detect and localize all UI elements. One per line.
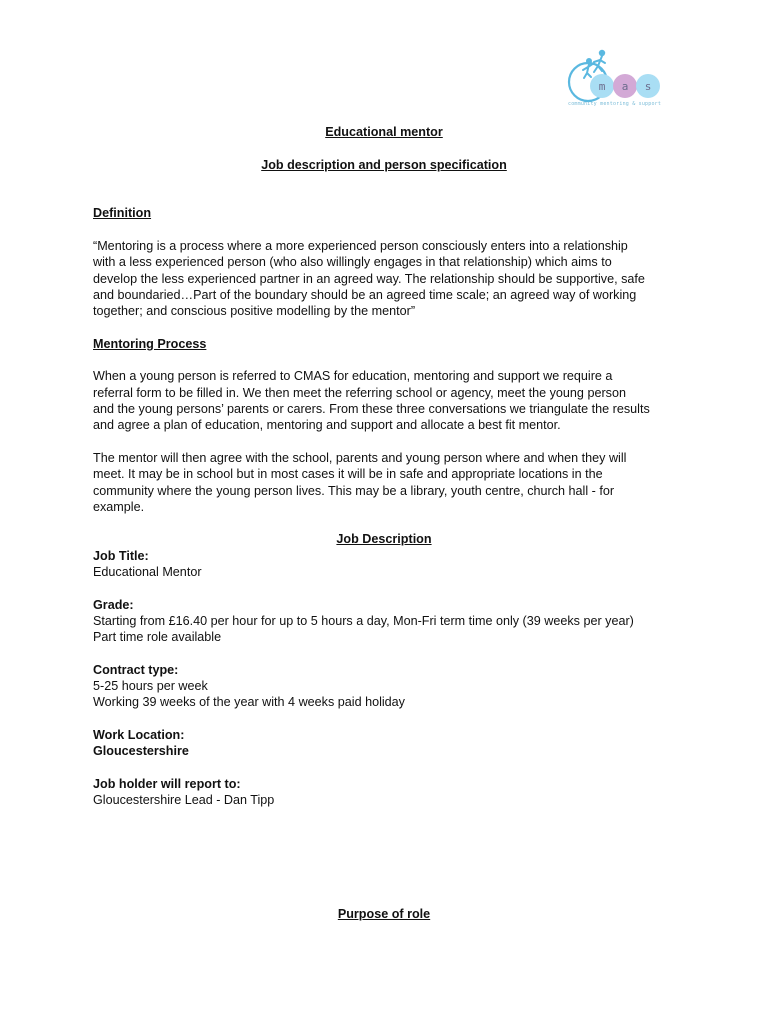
contract-line-2: Working 39 weeks of the year with 4 weeks paid holiday [93, 695, 405, 710]
work-location-label: Work Location: [93, 727, 185, 742]
report-to-label: Job holder will report to: [93, 776, 241, 791]
grade-label: Grade: [93, 597, 134, 612]
process-line: When a young person is referred to CMAS for education, mentoring and support we require a [93, 369, 613, 384]
document-subtitle: Job description and person specification [261, 157, 507, 172]
process-line: community where the young person lives. This may be a library, youth centre, church hall - for [93, 483, 615, 498]
definition-line: and boundaried…Part of the boundary should be an agreed time scale; an agreed way of working [93, 287, 637, 302]
mentoring-process-paragraph-2 [93, 450, 675, 515]
purpose-of-role-heading: Purpose of role [337, 907, 431, 922]
report-to-value: Gloucestershire Lead - Dan Tipp [93, 793, 275, 808]
definition-heading: Definition [93, 206, 152, 221]
mentoring-process-paragraph-1 [93, 368, 675, 433]
grade-line-1: Starting from £16.40 per hour for up to 5 hours a day, Mon-Fri term time only (39 weeks per year) [93, 613, 634, 628]
process-line: referral form to be filled in. We then meet the referring school or agency, meet the young person [93, 385, 626, 400]
process-line: example. [93, 499, 145, 514]
logo-letter-a: a [621, 80, 629, 93]
logo-caption: community mentoring & support [568, 101, 662, 107]
process-line: and the young persons’ parents or carers. From these three conversations we triangulate the results [93, 402, 650, 417]
definition-line: “Mentoring is a process where a more experienced person consciously enters into a relationship [93, 239, 628, 254]
job-description-heading: Job Description [336, 532, 432, 547]
document-title: Educational mentor [325, 125, 443, 139]
logo-letter-s: s [644, 80, 652, 93]
cmas-logo [558, 44, 674, 116]
document-body [93, 124, 675, 923]
contract-line-1: 5-25 hours per week [93, 679, 208, 694]
process-line: and agree a plan of education, mentoring and support and allocate a best fit mentor. [93, 418, 561, 433]
process-line: meet. It may be in school but in most cases it will be in safe and appropriate locations in the [93, 467, 603, 482]
work-location-value: Gloucestershire [93, 744, 189, 759]
contract-type-label: Contract type: [93, 662, 179, 677]
mentoring-process-heading: Mentoring Process [93, 336, 207, 351]
job-title-label: Job Title: [93, 548, 149, 563]
definition-line: with a less experienced person (who also willingly engages in that relationship) which aims to [93, 255, 612, 270]
definition-line: develop the less experienced partner in an agreed way. The relationship should be supportive, safe [93, 271, 645, 286]
process-line: The mentor will then agree with the school, parents and young person where and when they will [93, 450, 627, 465]
logo-letter-m: m [598, 80, 606, 93]
definition-paragraph [93, 238, 675, 319]
job-title-value: Educational Mentor [93, 565, 202, 580]
definition-line: together; and conscious positive modelling by the mentor” [93, 304, 416, 319]
grade-line-2: Part time role available [93, 630, 222, 645]
